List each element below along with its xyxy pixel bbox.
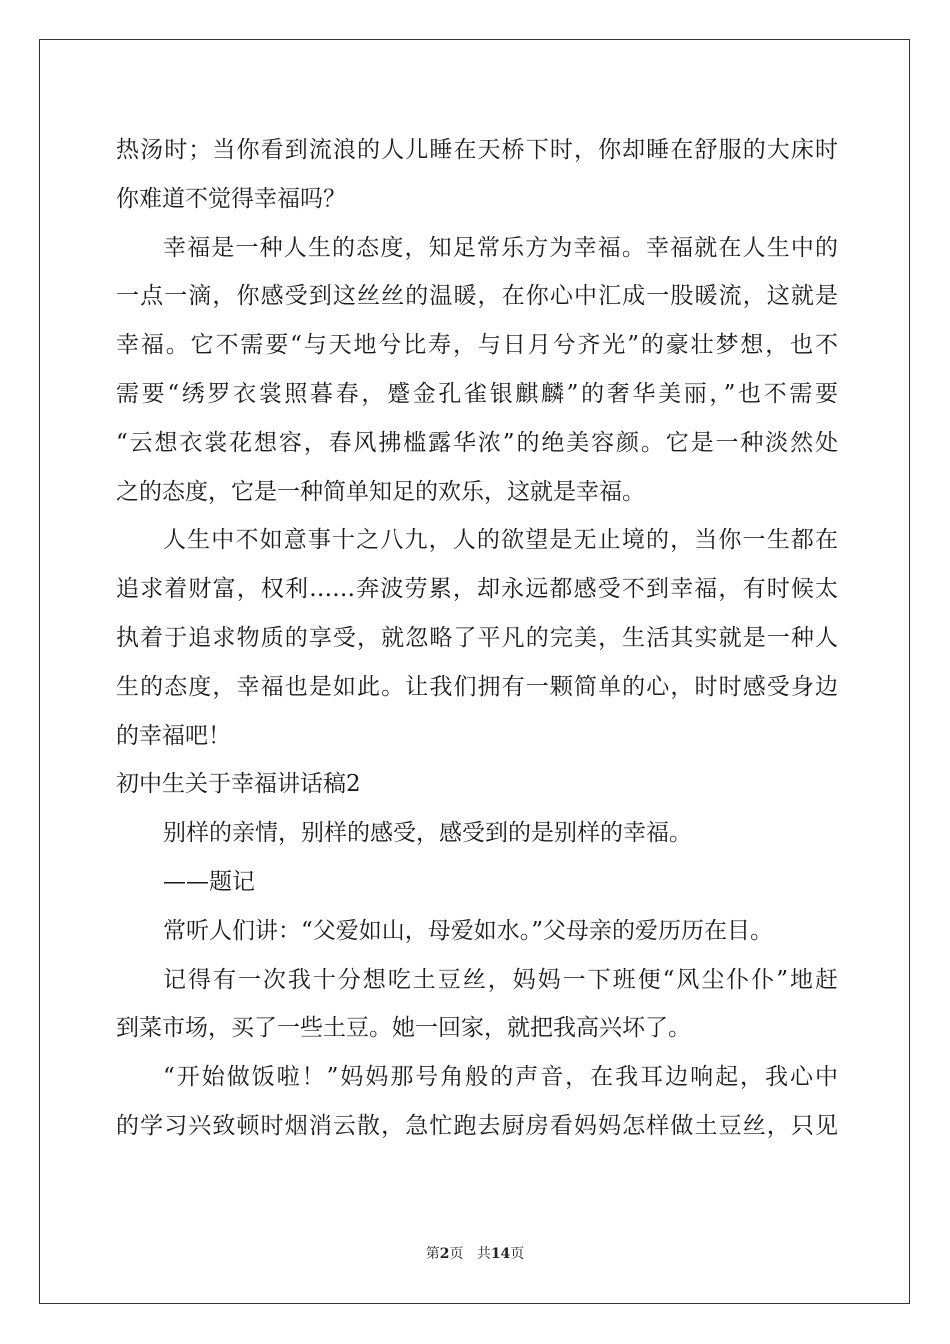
page-footer bbox=[0, 1243, 950, 1263]
text-line: 常听人们讲：“父爱如山，母爱如水。”父母亲的爱历历在目。 bbox=[163, 917, 774, 944]
text-line: 追求着财富，权利……奔波劳累，却永远都感受不到幸福，有时候太 bbox=[116, 576, 838, 603]
text-line: 别样的亲情，别样的感受，感受到的是别样的幸福。 bbox=[163, 820, 692, 847]
text-line: 一点一滴，你感受到这丝丝的温暖，在你心中汇成一股暖流，这就是 bbox=[116, 283, 838, 310]
footer-total-suffix: 页 bbox=[510, 1246, 525, 1262]
text-line: “云想衣裳花想容，春风拂槛露华浓”的绝美容颜。它是一种淡然处 bbox=[116, 429, 838, 456]
text-line: 人生中不如意事十之八九，人的欲望是无止境的，当你一生都在 bbox=[163, 527, 838, 554]
text-line: 到菜市场，买了一些土豆。她一回家，就把我高兴坏了。 bbox=[116, 1015, 691, 1042]
text-line: 初中生关于幸福讲话稿2 bbox=[116, 771, 361, 798]
text-line: 热汤时；当你看到流浪的人儿睡在天桥下时，你却睡在舒服的大床时 bbox=[116, 137, 838, 163]
footer-page-suffix: 页 bbox=[449, 1246, 464, 1262]
text-line: 生的态度，幸福也是如此。让我们拥有一颗简单的心，时时感受身边 bbox=[116, 673, 838, 700]
text-line: 需要“绣罗衣裳照暮春，蹙金孔雀银麒麟”的奢华美丽，”也不需要 bbox=[116, 380, 838, 407]
text-line: ——题记 bbox=[163, 868, 255, 895]
text-line: 幸福是一种人生的态度，知足常乐方为幸福。幸福就在人生中的 bbox=[163, 234, 838, 261]
footer-total-pages: 14 bbox=[490, 1246, 511, 1262]
footer-page-number: 2 bbox=[439, 1246, 450, 1262]
text-line: 的学习兴致顿时烟消云散，急忙跑去厨房看妈妈怎样做土豆丝，只见 bbox=[116, 1112, 838, 1139]
text-line: 记得有一次我十分想吃土豆丝，妈妈一下班便“风尘仆仆”地赶 bbox=[163, 966, 838, 993]
text-line: 你难道不觉得幸福吗？ bbox=[116, 185, 346, 212]
footer-page-prefix: 第 bbox=[425, 1246, 440, 1262]
text-line: “开始做饭啦！”妈妈那号角般的声音，在我耳边响起，我心中 bbox=[163, 1064, 838, 1091]
text-line: 之的态度，它是一种简单知足的欢乐，这就是幸福。 bbox=[116, 478, 645, 505]
text-line: 执着于追求物质的享受，就忽略了平凡的完美，生活其实就是一种人 bbox=[116, 624, 838, 651]
document-body bbox=[116, 126, 838, 1151]
text-line: 的幸福吧！ bbox=[116, 722, 231, 749]
text-line: 幸福。它不需要“与天地兮比寿，与日月兮齐光”的豪壮梦想，也不 bbox=[116, 332, 838, 359]
footer-total-prefix: 共 bbox=[476, 1246, 491, 1262]
